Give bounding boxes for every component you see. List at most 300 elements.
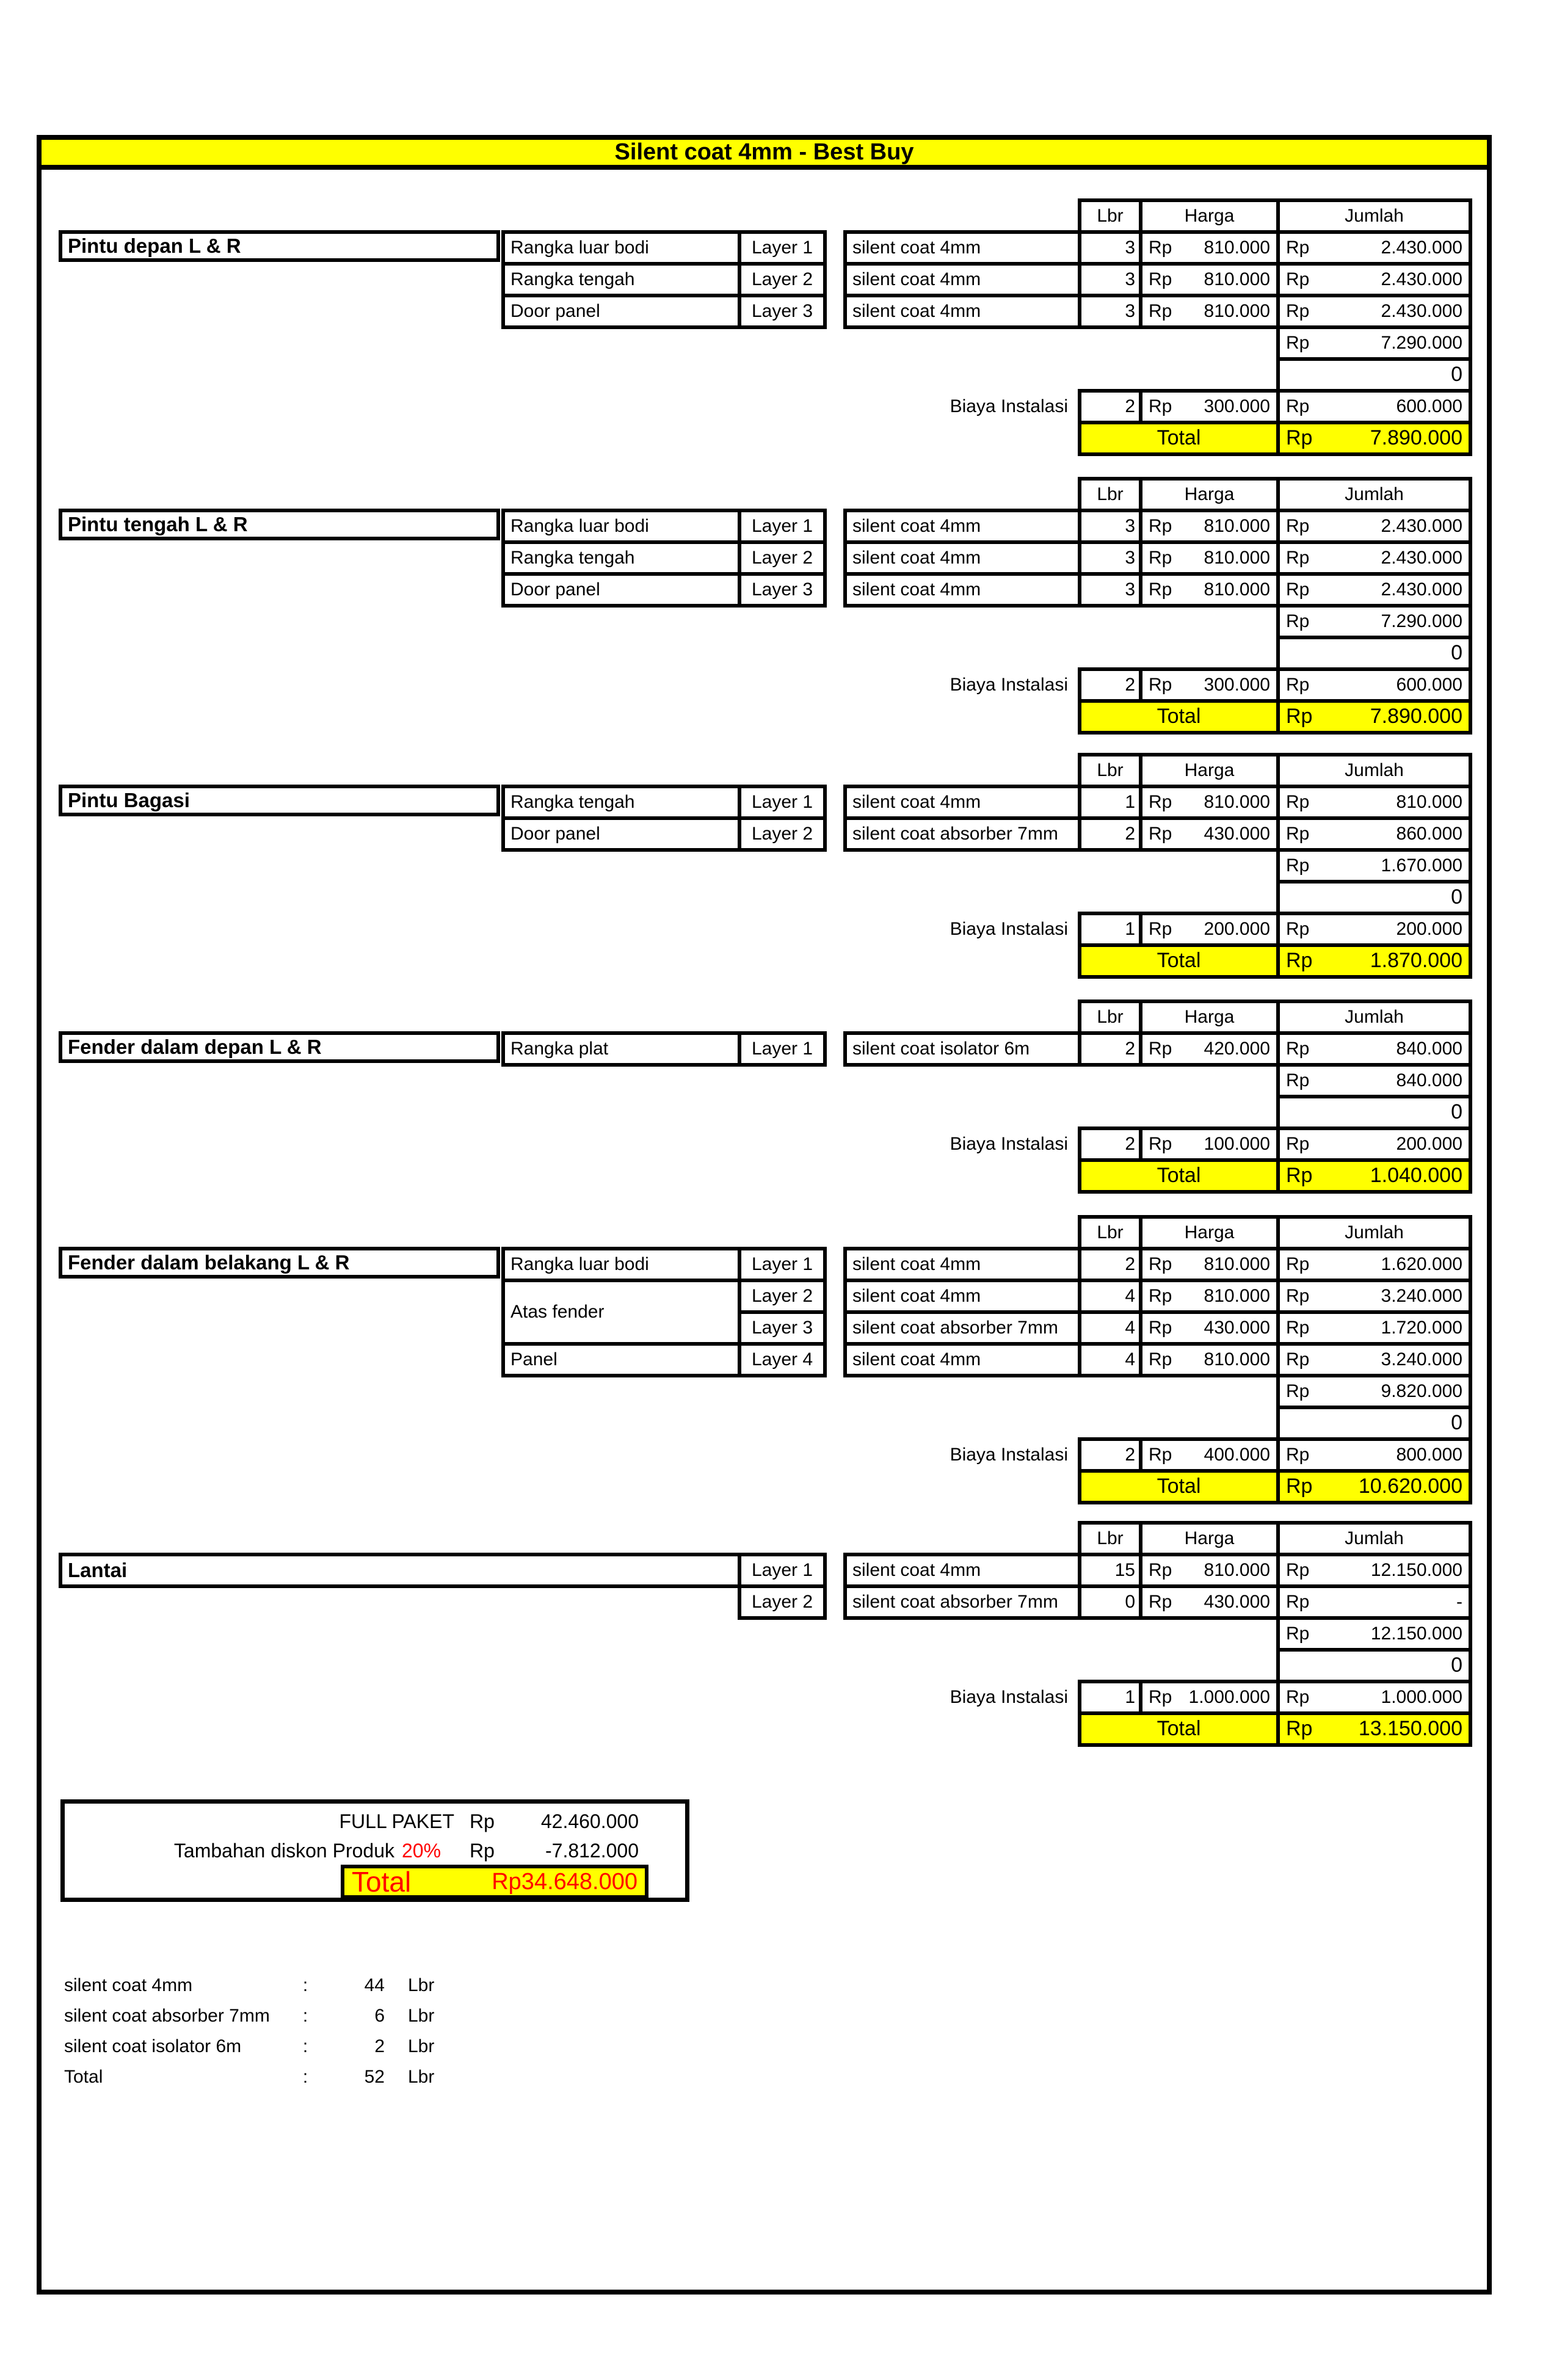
harga-cell <box>1141 1586 1278 1618</box>
part-layer-table-2 <box>501 509 827 608</box>
subtotal-cell <box>1278 327 1470 359</box>
total-label: Total <box>1080 1160 1278 1192</box>
subtotal-amount: 7.290.000 <box>1381 333 1462 354</box>
material-cell: silent coat 4mm <box>845 1344 1080 1376</box>
harga-amount: 810.000 <box>1204 516 1270 537</box>
harga-cell <box>1141 1249 1278 1280</box>
material-qty: 2 <box>374 2036 385 2056</box>
jumlah-cell <box>1278 574 1470 606</box>
pricing-table-1 <box>843 198 1472 456</box>
jumlah-cell <box>1278 1280 1470 1312</box>
total-cell <box>1278 1160 1470 1192</box>
material-cell: silent coat 4mm <box>845 232 1080 264</box>
jumlah-amount: 2.430.000 <box>1381 269 1462 290</box>
full-paket-amount: 42.460.000 <box>540 1810 639 1832</box>
qty-cell: 4 <box>1080 1280 1141 1312</box>
harga-amount: 810.000 <box>1204 1286 1270 1307</box>
colon: : <box>302 2006 308 2026</box>
jumlah-amount: 2.430.000 <box>1381 301 1462 322</box>
material-cell: silent coat 4mm <box>845 264 1080 296</box>
jumlah-amount: 840.000 <box>1396 1039 1462 1059</box>
currency-label: Rp <box>1286 516 1310 537</box>
layer-cell: Layer 3 <box>739 296 825 327</box>
pricing-table-5 <box>843 1215 1472 1504</box>
subtotal-cell <box>1278 1065 1470 1097</box>
qty-cell: 2 <box>1080 1249 1141 1280</box>
material-name: silent coat absorber 7mm <box>64 2006 270 2026</box>
biaya-qty-cell: 1 <box>1080 913 1141 945</box>
biaya-harga-cell <box>1141 1682 1278 1713</box>
material-unit: Lbr <box>408 2036 435 2056</box>
harga-amount: 810.000 <box>1204 579 1270 600</box>
colon: : <box>302 2067 308 2087</box>
harga-cell <box>1141 786 1278 818</box>
subtotal-amount: 840.000 <box>1396 1070 1462 1091</box>
biaya-label: Biaya Instalasi <box>950 919 1068 940</box>
total-cell <box>1278 1713 1470 1745</box>
material-qty: 6 <box>374 2006 385 2026</box>
pricing-table-4 <box>843 1000 1472 1194</box>
biaya-qty-cell: 2 <box>1080 669 1141 701</box>
total-label: Total <box>1080 423 1278 454</box>
harga-cell <box>1141 264 1278 296</box>
jumlah-amount: 12.150.000 <box>1370 1560 1462 1581</box>
total-amount: 10.620.000 <box>1358 1475 1462 1498</box>
currency-label: Rp <box>1286 919 1310 940</box>
col-header-lbr: Lbr <box>1080 1217 1141 1249</box>
biaya-jumlah-cell <box>1278 1439 1470 1471</box>
harga-cell <box>1141 542 1278 574</box>
harga-cell <box>1141 1555 1278 1586</box>
jumlah-cell <box>1278 1586 1470 1618</box>
material-row <box>64 1970 492 2001</box>
currency-label: Rp <box>1286 1717 1313 1741</box>
currency-label: Rp <box>1286 1070 1310 1091</box>
col-header-lbr: Lbr <box>1080 479 1141 510</box>
currency-label: Rp <box>1149 792 1172 813</box>
full-paket-label: FULL PAKET <box>339 1810 454 1832</box>
currency-label: Rp <box>1286 1592 1310 1613</box>
currency-label: Rp <box>1149 919 1172 940</box>
material-name: silent coat 4mm <box>64 1975 193 1995</box>
currency-label: Rp <box>1286 1318 1310 1338</box>
qty-cell: 0 <box>1080 1586 1141 1618</box>
currency-label: Rp <box>1286 1624 1310 1644</box>
zero-cell: 0 <box>1278 882 1470 913</box>
layer-cell: Layer 4 <box>739 1344 825 1376</box>
jumlah-cell <box>1278 296 1470 327</box>
jumlah-cell <box>1278 1555 1470 1586</box>
diskon-amount: -7.812.000 <box>545 1840 639 1862</box>
currency-label: Rp <box>1286 301 1310 322</box>
zero-cell: 0 <box>1278 359 1470 391</box>
currency-label: Rp <box>1286 1039 1310 1059</box>
currency-label: Rp <box>1286 1475 1313 1498</box>
col-header-harga: Harga <box>1141 200 1278 232</box>
material-cell: silent coat 4mm <box>845 1249 1080 1280</box>
subtotal-amount: 7.290.000 <box>1381 611 1462 632</box>
material-unit: Lbr <box>408 1975 435 1995</box>
harga-amount: 420.000 <box>1204 1039 1270 1059</box>
jumlah-cell <box>1278 1312 1470 1344</box>
col-header-jumlah: Jumlah <box>1278 1217 1470 1249</box>
part-cell: Rangka tengah <box>503 264 739 296</box>
subtotal-cell <box>1278 606 1470 637</box>
col-header-lbr: Lbr <box>1080 1001 1141 1033</box>
biaya-harga-amount: 300.000 <box>1204 396 1270 417</box>
layer-cell: Layer 1 <box>739 786 825 818</box>
pricing-table-6 <box>843 1521 1472 1747</box>
colon: : <box>302 2036 308 2056</box>
total-cell <box>1278 423 1470 454</box>
material-row <box>64 2031 492 2062</box>
total-label: Total <box>1080 945 1278 977</box>
harga-cell <box>1141 1312 1278 1344</box>
jumlah-amount: 2.430.000 <box>1381 238 1462 258</box>
col-header-harga: Harga <box>1141 1523 1278 1555</box>
biaya-jumlah-cell <box>1278 1128 1470 1160</box>
qty-cell: 3 <box>1080 574 1141 606</box>
material-cell: silent coat 4mm <box>845 1280 1080 1312</box>
diskon-percent: 20% <box>402 1840 441 1862</box>
layer-cell: Layer 2 <box>739 542 825 574</box>
currency-label: Rp <box>1286 1286 1310 1307</box>
currency-label: Rp <box>1286 238 1310 258</box>
biaya-harga-cell <box>1141 669 1278 701</box>
biaya-harga-cell <box>1141 913 1278 945</box>
biaya-qty-cell: 1 <box>1080 1682 1141 1713</box>
layer-cell: Layer 1 <box>739 1249 825 1280</box>
zero-cell: 0 <box>1278 637 1470 669</box>
material-cell: silent coat 4mm <box>845 574 1080 606</box>
biaya-harga-cell <box>1141 391 1278 423</box>
biaya-jumlah-amount: 200.000 <box>1396 919 1462 940</box>
harga-cell <box>1141 296 1278 327</box>
currency-label: Rp <box>1149 1560 1172 1581</box>
grand-total-label: Total <box>352 1866 412 1898</box>
qty-cell: 2 <box>1080 818 1141 850</box>
total-label: Total <box>1080 1471 1278 1503</box>
qty-cell: 3 <box>1080 232 1141 264</box>
currency-label: Rp <box>1149 1286 1172 1307</box>
qty-cell: 3 <box>1080 296 1141 327</box>
layer-cell: Layer 3 <box>739 574 825 606</box>
currency-label: Rp <box>1149 1134 1172 1155</box>
material-cell: silent coat absorber 7mm <box>845 818 1080 850</box>
currency-label: Rp <box>1149 1318 1172 1338</box>
currency-label: Rp <box>1286 611 1310 632</box>
biaya-harga-cell <box>1141 1128 1278 1160</box>
currency-label: Rp <box>470 1840 495 1862</box>
currency-label: Rp <box>470 1810 495 1832</box>
total-amount: 7.890.000 <box>1370 426 1462 450</box>
subtotal-cell <box>1278 850 1470 882</box>
layer-cell: Layer 2 <box>739 264 825 296</box>
part-cell: Panel <box>503 1344 739 1376</box>
col-header-jumlah: Jumlah <box>1278 1001 1470 1033</box>
currency-label: Rp <box>1286 792 1310 813</box>
biaya-label: Biaya Instalasi <box>950 396 1068 417</box>
zero-cell: 0 <box>1278 1097 1470 1128</box>
material-cell: silent coat 4mm <box>845 296 1080 327</box>
pricing-table-3 <box>843 753 1472 979</box>
harga-cell <box>1141 1344 1278 1376</box>
harga-amount: 430.000 <box>1204 1592 1270 1613</box>
jumlah-amount: 2.430.000 <box>1381 516 1462 537</box>
qty-cell: 2 <box>1080 1033 1141 1065</box>
part-layer-table-3 <box>501 785 827 852</box>
biaya-label: Biaya Instalasi <box>950 1134 1068 1155</box>
jumlah-cell <box>1278 1249 1470 1280</box>
jumlah-cell <box>1278 232 1470 264</box>
qty-cell: 3 <box>1080 542 1141 574</box>
biaya-qty-cell: 2 <box>1080 1128 1141 1160</box>
part-cell: Rangka tengah <box>503 786 739 818</box>
jumlah-amount: 1.720.000 <box>1381 1318 1462 1338</box>
subtotal-amount: 12.150.000 <box>1370 1624 1462 1644</box>
col-header-harga: Harga <box>1141 1217 1278 1249</box>
harga-cell <box>1141 1280 1278 1312</box>
summary-box <box>60 1799 689 1902</box>
currency-label: Rp <box>1149 1592 1172 1613</box>
total-amount: 13.150.000 <box>1358 1717 1462 1741</box>
total-cell <box>1278 945 1470 977</box>
currency-label: Rp <box>1286 949 1313 973</box>
grand-total-box <box>341 1865 648 1899</box>
harga-cell <box>1141 510 1278 542</box>
col-header-jumlah: Jumlah <box>1278 755 1470 786</box>
section-label-pintu-depan: Pintu depan L & R <box>59 230 500 262</box>
part-cell: Rangka luar bodi <box>503 1249 739 1280</box>
total-label: Total <box>1080 1713 1278 1745</box>
part-layer-table-4 <box>501 1031 827 1067</box>
jumlah-cell <box>1278 1344 1470 1376</box>
currency-label: Rp <box>1149 301 1172 322</box>
biaya-jumlah-cell <box>1278 391 1470 423</box>
layer-cell: Layer 1 <box>739 1033 825 1065</box>
pricing-table-2 <box>843 477 1472 735</box>
lantai-label-table <box>59 1553 827 1620</box>
harga-amount: 810.000 <box>1204 548 1270 568</box>
harga-amount: 810.000 <box>1204 269 1270 290</box>
material-cell: silent coat absorber 7mm <box>845 1312 1080 1344</box>
harga-amount: 810.000 <box>1204 1560 1270 1581</box>
currency-label: Rp <box>1286 1254 1310 1275</box>
zero-cell: 0 <box>1278 1650 1470 1682</box>
jumlah-cell <box>1278 818 1470 850</box>
material-qty: 52 <box>364 2067 385 2087</box>
jumlah-cell <box>1278 786 1470 818</box>
total-cell <box>1278 701 1470 733</box>
col-header-jumlah: Jumlah <box>1278 200 1470 232</box>
col-header-harga: Harga <box>1141 755 1278 786</box>
harga-cell <box>1141 818 1278 850</box>
part-cell: Rangka luar bodi <box>503 510 739 542</box>
currency-label: Rp <box>1286 675 1310 695</box>
document-title: Silent coat 4mm - Best Buy <box>37 135 1492 170</box>
col-header-jumlah: Jumlah <box>1278 479 1470 510</box>
harga-cell <box>1141 574 1278 606</box>
currency-label: Rp <box>1149 675 1172 695</box>
section-label-pintu-tengah: Pintu tengah L & R <box>59 509 500 540</box>
col-header-lbr: Lbr <box>1080 755 1141 786</box>
layer-cell: Layer 1 <box>739 1555 825 1586</box>
currency-label: Rp <box>1286 1560 1310 1581</box>
col-header-jumlah: Jumlah <box>1278 1523 1470 1555</box>
biaya-qty-cell: 2 <box>1080 391 1141 423</box>
currency-label: Rp <box>1286 824 1310 844</box>
part-layer-table-1 <box>501 230 827 329</box>
layer-cell: Layer 2 <box>739 1280 825 1312</box>
full-paket-row <box>65 1809 685 1834</box>
biaya-harga-amount: 300.000 <box>1204 675 1270 695</box>
qty-cell: 4 <box>1080 1312 1141 1344</box>
currency-label: Rp <box>1286 1381 1310 1402</box>
harga-cell <box>1141 1033 1278 1065</box>
currency-label: Rp <box>1286 1349 1310 1370</box>
currency-label: Rp <box>1149 238 1172 258</box>
currency-label: Rp <box>1286 705 1313 728</box>
part-cell: Rangka tengah <box>503 542 739 574</box>
currency-label: Rp <box>1149 548 1172 568</box>
harga-amount: 810.000 <box>1204 1254 1270 1275</box>
part-cell: Rangka plat <box>503 1033 739 1065</box>
currency-label: Rp <box>1286 1687 1310 1708</box>
part-cell-merged: Atas fender <box>503 1280 739 1344</box>
currency-label: Rp <box>1286 548 1310 568</box>
col-header-harga: Harga <box>1141 479 1278 510</box>
total-amount: 1.040.000 <box>1370 1164 1462 1188</box>
total-amount: 7.890.000 <box>1370 705 1462 728</box>
currency-label: Rp <box>1149 396 1172 417</box>
diskon-label: Tambahan diskon Produk <box>173 1840 394 1862</box>
currency-label: Rp <box>1286 579 1310 600</box>
currency-label: Rp <box>1149 516 1172 537</box>
currency-label: Rp <box>1286 1445 1310 1465</box>
material-qty: 44 <box>364 1975 385 1995</box>
currency-label: Rp <box>1286 396 1310 417</box>
subtotal-amount: 1.670.000 <box>1381 855 1462 876</box>
currency-label: Rp <box>1149 579 1172 600</box>
material-cell: silent coat 4mm <box>845 510 1080 542</box>
currency-label: Rp <box>1149 1254 1172 1275</box>
jumlah-amount: 3.240.000 <box>1381 1286 1462 1307</box>
harga-amount: 430.000 <box>1204 824 1270 844</box>
layer-cell: Layer 2 <box>739 1586 825 1618</box>
col-header-lbr: Lbr <box>1080 200 1141 232</box>
currency-label: Rp <box>1286 1164 1313 1188</box>
harga-amount: 810.000 <box>1204 1349 1270 1370</box>
total-amount: 1.870.000 <box>1370 949 1462 973</box>
part-cell: Door panel <box>503 818 739 850</box>
biaya-harga-amount: 1.000.000 <box>1188 1687 1270 1708</box>
biaya-jumlah-amount: 800.000 <box>1396 1445 1462 1465</box>
material-row <box>64 2001 492 2031</box>
biaya-jumlah-cell <box>1278 669 1470 701</box>
biaya-harga-cell <box>1141 1439 1278 1471</box>
colon: : <box>302 1975 308 1995</box>
material-unit: Lbr <box>408 2006 435 2026</box>
biaya-qty-cell: 2 <box>1080 1439 1141 1471</box>
subtotal-cell <box>1278 1376 1470 1407</box>
jumlah-amount: - <box>1456 1592 1462 1613</box>
harga-amount: 810.000 <box>1204 238 1270 258</box>
total-cell <box>1278 1471 1470 1503</box>
currency-label: Rp <box>1286 269 1310 290</box>
currency-label: Rp <box>1149 824 1172 844</box>
currency-label: Rp <box>1286 855 1310 876</box>
currency-label: Rp <box>1149 1445 1172 1465</box>
jumlah-amount: 1.620.000 <box>1381 1254 1462 1275</box>
material-cell: silent coat isolator 6m <box>845 1033 1080 1065</box>
harga-amount: 810.000 <box>1204 301 1270 322</box>
harga-amount: 430.000 <box>1204 1318 1270 1338</box>
biaya-harga-amount: 100.000 <box>1204 1134 1270 1155</box>
harga-cell <box>1141 232 1278 264</box>
material-row-total <box>64 2062 492 2092</box>
section-label-fender-belakang: Fender dalam belakang L & R <box>59 1247 500 1279</box>
currency-label: Rp <box>1149 1687 1172 1708</box>
layer-cell: Layer 3 <box>739 1312 825 1344</box>
jumlah-amount: 810.000 <box>1396 792 1462 813</box>
jumlah-amount: 860.000 <box>1396 824 1462 844</box>
biaya-label: Biaya Instalasi <box>950 1445 1068 1465</box>
part-layer-table-5 <box>501 1247 827 1377</box>
total-label: Total <box>1080 701 1278 733</box>
jumlah-amount: 2.430.000 <box>1381 548 1462 568</box>
qty-cell: 1 <box>1080 786 1141 818</box>
biaya-jumlah-cell <box>1278 1682 1470 1713</box>
qty-cell: 15 <box>1080 1555 1141 1586</box>
material-name: Total <box>64 2067 103 2087</box>
material-unit: Lbr <box>408 2067 435 2087</box>
jumlah-cell <box>1278 510 1470 542</box>
currency-label: Rp <box>1149 1039 1172 1059</box>
harga-amount: 810.000 <box>1204 792 1270 813</box>
jumlah-amount: 2.430.000 <box>1381 579 1462 600</box>
part-cell: Rangka luar bodi <box>503 232 739 264</box>
col-header-lbr: Lbr <box>1080 1523 1141 1555</box>
biaya-harga-amount: 400.000 <box>1204 1445 1270 1465</box>
section-label-fender-depan: Fender dalam depan L & R <box>59 1031 500 1063</box>
biaya-jumlah-amount: 200.000 <box>1396 1134 1462 1155</box>
biaya-label: Biaya Instalasi <box>950 1687 1068 1708</box>
biaya-jumlah-amount: 600.000 <box>1396 675 1462 695</box>
biaya-label: Biaya Instalasi <box>950 675 1068 695</box>
material-cell: silent coat absorber 7mm <box>845 1586 1080 1618</box>
layer-cell: Layer 1 <box>739 232 825 264</box>
material-cell: silent coat 4mm <box>845 786 1080 818</box>
jumlah-cell <box>1278 542 1470 574</box>
currency-label: Rp <box>1149 1349 1172 1370</box>
currency-label: Rp <box>1286 426 1313 450</box>
section-label-pintu-bagasi: Pintu Bagasi <box>59 785 500 816</box>
subtotal-cell <box>1278 1618 1470 1650</box>
currency-label: Rp <box>1286 333 1310 354</box>
jumlah-cell <box>1278 264 1470 296</box>
part-cell: Door panel <box>503 296 739 327</box>
biaya-jumlah-cell <box>1278 913 1470 945</box>
biaya-jumlah-amount: 600.000 <box>1396 396 1462 417</box>
material-cell: silent coat 4mm <box>845 542 1080 574</box>
jumlah-amount: 3.240.000 <box>1381 1349 1462 1370</box>
section-label-lantai: Lantai <box>60 1555 739 1586</box>
layer-cell: Layer 1 <box>739 510 825 542</box>
subtotal-amount: 9.820.000 <box>1381 1381 1462 1402</box>
currency-label: Rp <box>1149 269 1172 290</box>
jumlah-cell <box>1278 1033 1470 1065</box>
grand-total-amount: Rp34.648.000 <box>492 1868 637 1895</box>
